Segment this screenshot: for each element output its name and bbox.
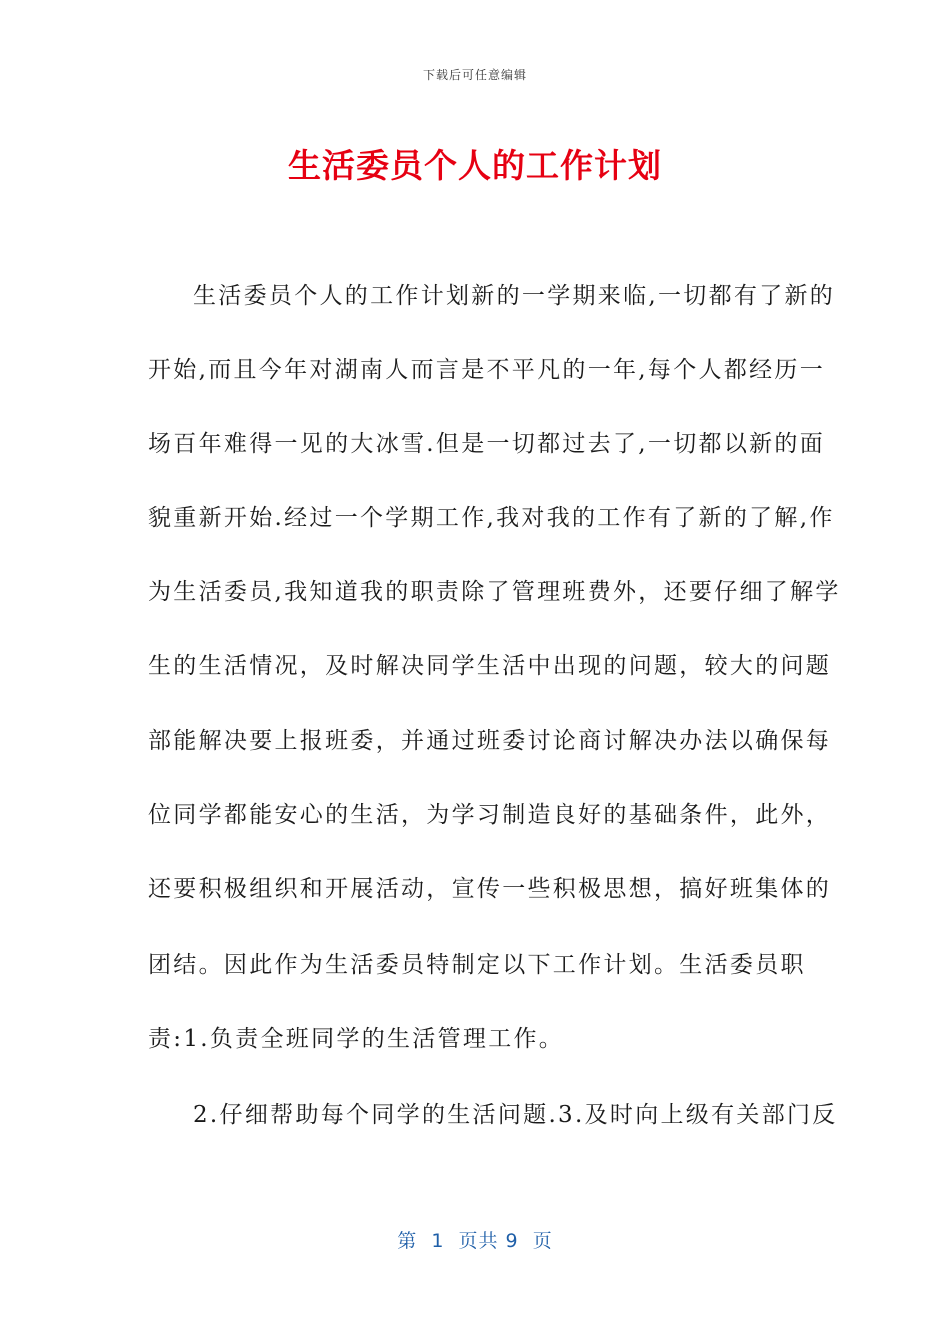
page-number-footer: 第 1 页共 9 页 [397,1230,553,1252]
document-title: 生活委员个人的工作计划 [288,146,662,185]
paragraph-line: 为生活委员,我知道我的职责除了管理班费外，还要仔细了解学 [148,579,841,605]
paragraph-line: 责:1.负责全班同学的生活管理工作。 [148,1026,565,1052]
paragraph-line: 生活委员个人的工作计划新的一学期来临,一切都有了新的 [193,283,836,309]
paragraph-line: 部能解决要上报班委，并通过班委讨论商讨解决办法以确保每 [148,728,832,754]
paragraph-line: 场百年难得一见的大冰雪.但是一切都过去了,一切都以新的面 [148,431,826,457]
paragraph-line: 生的生活情况，及时解决同学生活中出现的问题，较大的问题 [148,653,832,679]
header-note: 下载后可任意编辑 [422,68,527,82]
paragraph-line: 貌重新开始.经过一个学期工作,我对我的工作有了新的了解,作 [148,505,835,531]
paragraph-line: 2.仔细帮助每个同学的生活问题.3.及时向上级有关部门反 [193,1102,838,1128]
paragraph-line: 还要积极组织和开展活动，宣传一些积极思想，搞好班集体的 [148,876,832,902]
paragraph-line: 团结。因此作为生活委员特制定以下工作计划。生活委员职 [148,952,806,978]
paragraph-line: 开始,而且今年对湖南人而言是不平凡的一年,每个人都经历一 [148,357,826,383]
paragraph-line: 位同学都能安心的生活，为学习制造良好的基础条件，此外， [148,802,832,828]
